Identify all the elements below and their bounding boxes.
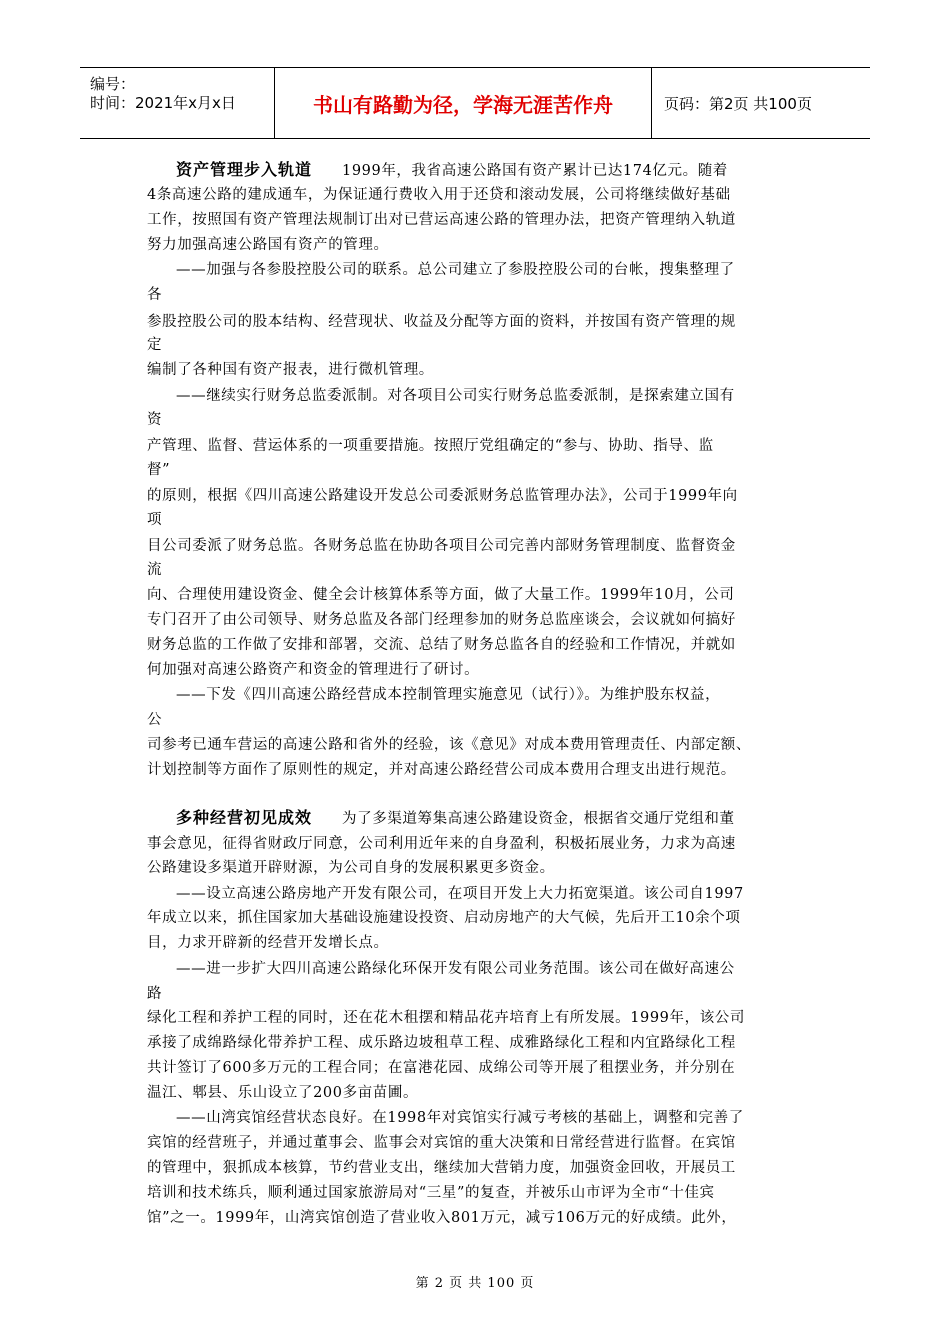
paragraph-line: 何加强对高速公路资产和资金的管理进行了研讨。 — [147, 662, 480, 678]
paragraph-line: 培训和技术练兵，顺利通过国家旅游局对“三星”的复查，并被乐山市评为全市“十佳宾 — [147, 1185, 715, 1201]
paragraph-line: 专门召开了由公司领导、财务总监及各部门经理参加的财务总监座谈会，会议就如何搞好 — [147, 612, 736, 628]
paragraph-line: 计划控制等方面作了原则性的规定，并对高速公路经营公司成本费用合理支出进行规范。 — [147, 762, 736, 778]
paragraph-line: 承接了成绵路绿化带养护工程、成乐路边坡租草工程、成雅路绿化工程和内宜路绿化工程 — [147, 1035, 736, 1051]
paragraph-line: 目，力求开辟新的经营开发增长点。 — [147, 935, 389, 951]
paragraph-line: 路 — [147, 986, 163, 1002]
paragraph-line: 资产管理步入轨道 1999年，我省高速公路国有资产累计已达174亿元。随着 — [176, 160, 728, 179]
paragraph-line: 参股控股公司的股本结构、经营现状、收益及分配等方面的资料，并按国有资产管理的规 — [147, 314, 736, 330]
paragraph-line: 督” — [147, 462, 171, 478]
paragraph-line: ——设立高速公路房地产开发有限公司，在项目开发上大力拓宽渠道。该公司自1997 — [176, 886, 744, 902]
paragraph-line: 目公司委派了财务总监。各财务总监在协助各项目公司完善内部财务管理制度、监督资金 — [147, 538, 736, 554]
paragraph-line: 流 — [147, 562, 163, 578]
paragraph-line: 年成立以来，抓住国家加大基础设施建设投资、启动房地产的大气候，先后开工10余个项 — [147, 910, 741, 926]
paragraph-line: 产管理、监督、营运体系的一项重要措施。按照厅党组确定的“参与、协助、指导、监 — [147, 438, 714, 454]
paragraph-line: ——下发《四川高速公路经营成本控制管理实施意见（试行）》。为维护股东权益， — [176, 687, 721, 703]
paragraph-line: 资 — [147, 412, 163, 428]
paragraph-line: 定 — [147, 337, 163, 353]
page-header — [80, 67, 870, 139]
paragraph-line: 温江、郫县、乐山设立了200多亩苗圃。 — [147, 1085, 419, 1101]
paragraph-line: 向、合理使用建设资金、健全会计核算体系等方面，做了大量工作。1999年10月，公司 — [147, 587, 735, 603]
number-label: 编号： — [90, 75, 136, 93]
paragraph-line: 的管理中，狠抓成本核算，节约营业支出，继续加大营销力度，加强资金回收，开展员工 — [147, 1160, 736, 1176]
paragraph-line: ——加强与各参股控股公司的联系。总公司建立了参股控股公司的台帐，搜集整理了 — [176, 262, 735, 278]
paragraph-line: ——继续实行财务总监委派制。对各项目公司实行财务总监委派制，是探索建立国有 — [176, 388, 735, 404]
paragraph-line: 4条高速公路的建成通车，为保证通行费收入用于还贷和滚动发展，公司将继续做好基础 — [147, 187, 731, 203]
paragraph-line: ——进一步扩大四川高速公路绿化环保开发有限公司业务范围。该公司在做好高速公 — [176, 961, 735, 977]
section-heading: 资产管理步入轨道 — [176, 160, 313, 179]
paragraph-line: 司参考已通车营运的高速公路和省外的经验，该《意见》对成本费用管理责任、内部定额、 — [147, 737, 751, 753]
paragraph-line: 事会意见，征得省财政厅同意，公司利用近年来的自身盈利，积极拓展业务，力求为高速 — [147, 836, 736, 852]
header-meta-cell — [80, 68, 275, 138]
paragraph-line: 工作，按照国有资产管理法规制订出对已营运高速公路的管理办法，把资产管理纳入轨道 — [147, 212, 736, 228]
section-heading: 多种经营初见成效 — [176, 808, 313, 827]
paragraph-line: 各 — [147, 287, 163, 303]
header-motto: 书山有路勤为径，学海无涯苦作舟 — [275, 68, 652, 138]
paragraph-line: 公 — [147, 712, 163, 728]
paragraph-line: 宾馆的经营班子，并通过董事会、监事会对宾馆的重大决策和日常经营进行监督。在宾馆 — [147, 1135, 736, 1151]
paragraph-line: 项 — [147, 512, 163, 528]
date-label: 时间：2021年x月x日 — [90, 94, 236, 112]
page-footer: 第 2 页 共 100 页 — [415, 1276, 535, 1291]
paragraph-line: 馆”之一。1999年，山湾宾馆创造了营业收入801万元，减亏106万元的好成绩。此外， — [147, 1210, 737, 1226]
paragraph-line: 的原则，根据《四川高速公路建设开发总公司委派财务总监管理办法》，公司于1999年向 — [147, 488, 738, 504]
paragraph-line: 编制了各种国有资产报表，进行微机管理。 — [147, 362, 434, 378]
header-page-info: 页码：第2页 共100页 — [664, 94, 812, 113]
paragraph-line: 公路建设多渠道开辟财源，为公司自身的发展积累更多资金。 — [147, 860, 555, 876]
paragraph-line: 努力加强高速公路国有资产的管理。 — [147, 237, 389, 253]
paragraph-line: 共计签订了600多万元的工程合同；在富港花园、成绵公司等开展了租摆业务，并分别在 — [147, 1060, 736, 1076]
paragraph-line: 多种经营初见成效 为了多渠道筹集高速公路建设资金，根据省交通厅党组和董 — [176, 808, 735, 827]
paragraph-line: 财务总监的工作做了安排和部署，交流、总结了财务总监各自的经验和工作情况，并就如 — [147, 637, 736, 653]
paragraph-line: ——山湾宾馆经营状态良好。在1998年对宾馆实行减亏考核的基础上，调整和完善了 — [176, 1110, 744, 1126]
paragraph-line: 绿化工程和养护工程的同时，还在花木租摆和精品花卉培育上有所发展。1999年，该公司 — [147, 1010, 745, 1026]
